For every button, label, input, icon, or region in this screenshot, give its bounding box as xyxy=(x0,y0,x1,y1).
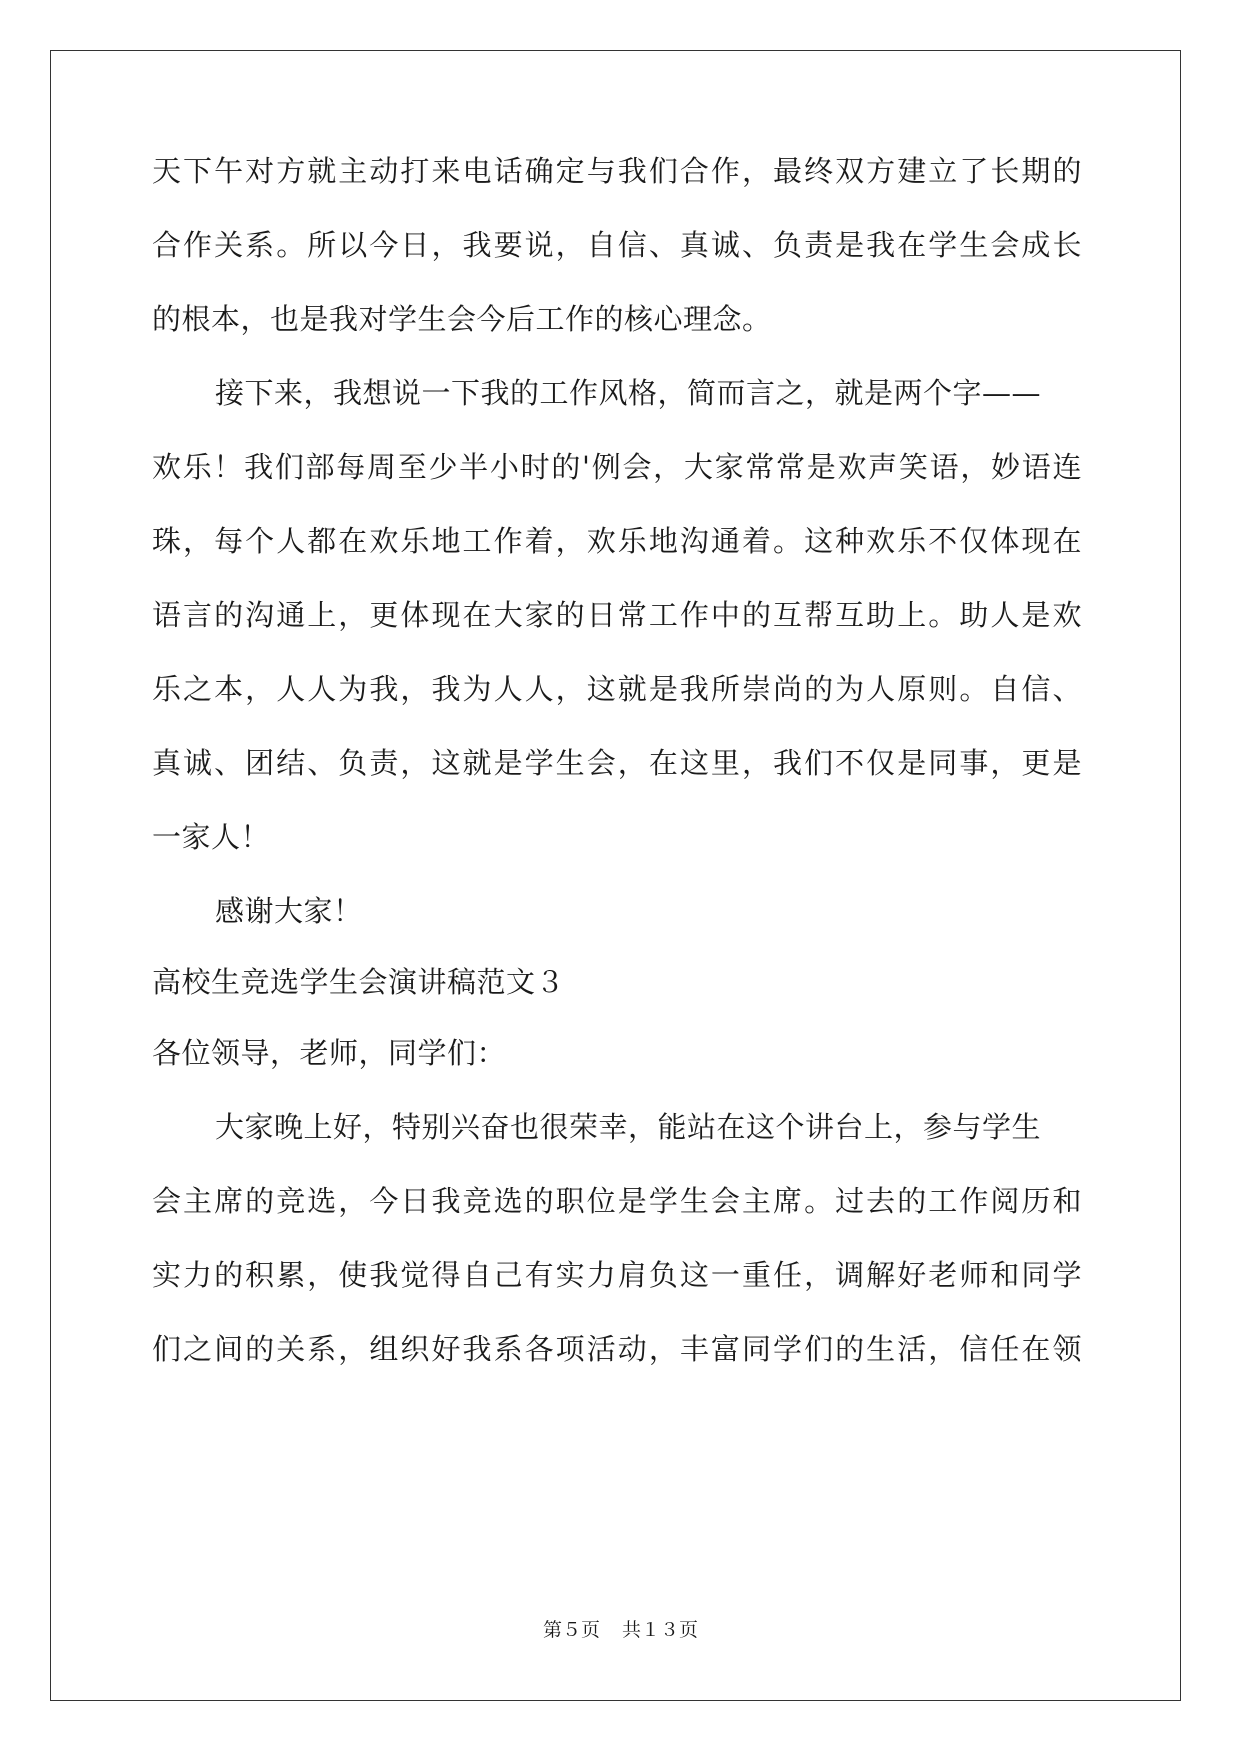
text-line: 乐之本，人人为我，我为人人，这就是我所崇尚的为人原则。自信、 xyxy=(152,672,1082,706)
page-footer xyxy=(0,1618,1241,1642)
text-line: 一家人！ xyxy=(152,820,271,854)
section-heading: 高校生竞选学生会演讲稿范文３ xyxy=(152,965,566,999)
text-line: 真诚、团结、负责，这就是学生会，在这里，我们不仅是同事，更是 xyxy=(152,746,1082,780)
text-line: 天下午对方就主动打来电话确定与我们合作，最终双方建立了长期的 xyxy=(152,154,1082,188)
text-line: 欢乐！我们部每周至少半小时的'例会，大家常常是欢声笑语，妙语连 xyxy=(152,450,1082,484)
text-line: 合作关系。所以今日，我要说，自信、真诚、负责是我在学生会成长 xyxy=(152,228,1082,262)
text-line: 会主席的竞选，今日我竞选的职位是学生会主席。过去的工作阅历和 xyxy=(152,1184,1082,1218)
closing-line: 感谢大家！ xyxy=(215,894,363,928)
text-line: 珠，每个人都在欢乐地工作着，欢乐地沟通着。这种欢乐不仅体现在 xyxy=(152,524,1082,558)
page-total: 共１３页 xyxy=(622,1619,699,1641)
text-line: 实力的积累，使我觉得自己有实力肩负这一重任，调解好老师和同学 xyxy=(152,1258,1082,1292)
paragraph-start-line: 接下来，我想说一下我的工作风格，简而言之，就是两个字—— xyxy=(215,376,1042,410)
text-line: 的根本，也是我对学生会今后工作的核心理念。 xyxy=(152,302,772,336)
page-number: 第５页 xyxy=(542,1619,600,1641)
text-line: 语言的沟通上，更体现在大家的日常工作中的互帮互助上。助人是欢 xyxy=(152,598,1082,632)
page-border xyxy=(50,50,1181,1701)
paragraph-start-line: 大家晚上好，特别兴奋也很荣幸，能站在这个讲台上，参与学生 xyxy=(215,1110,1042,1144)
text-line: 们之间的关系，组织好我系各项活动，丰富同学们的生活，信任在领 xyxy=(152,1332,1082,1366)
salutation-line: 各位领导，老师，同学们： xyxy=(152,1036,507,1070)
